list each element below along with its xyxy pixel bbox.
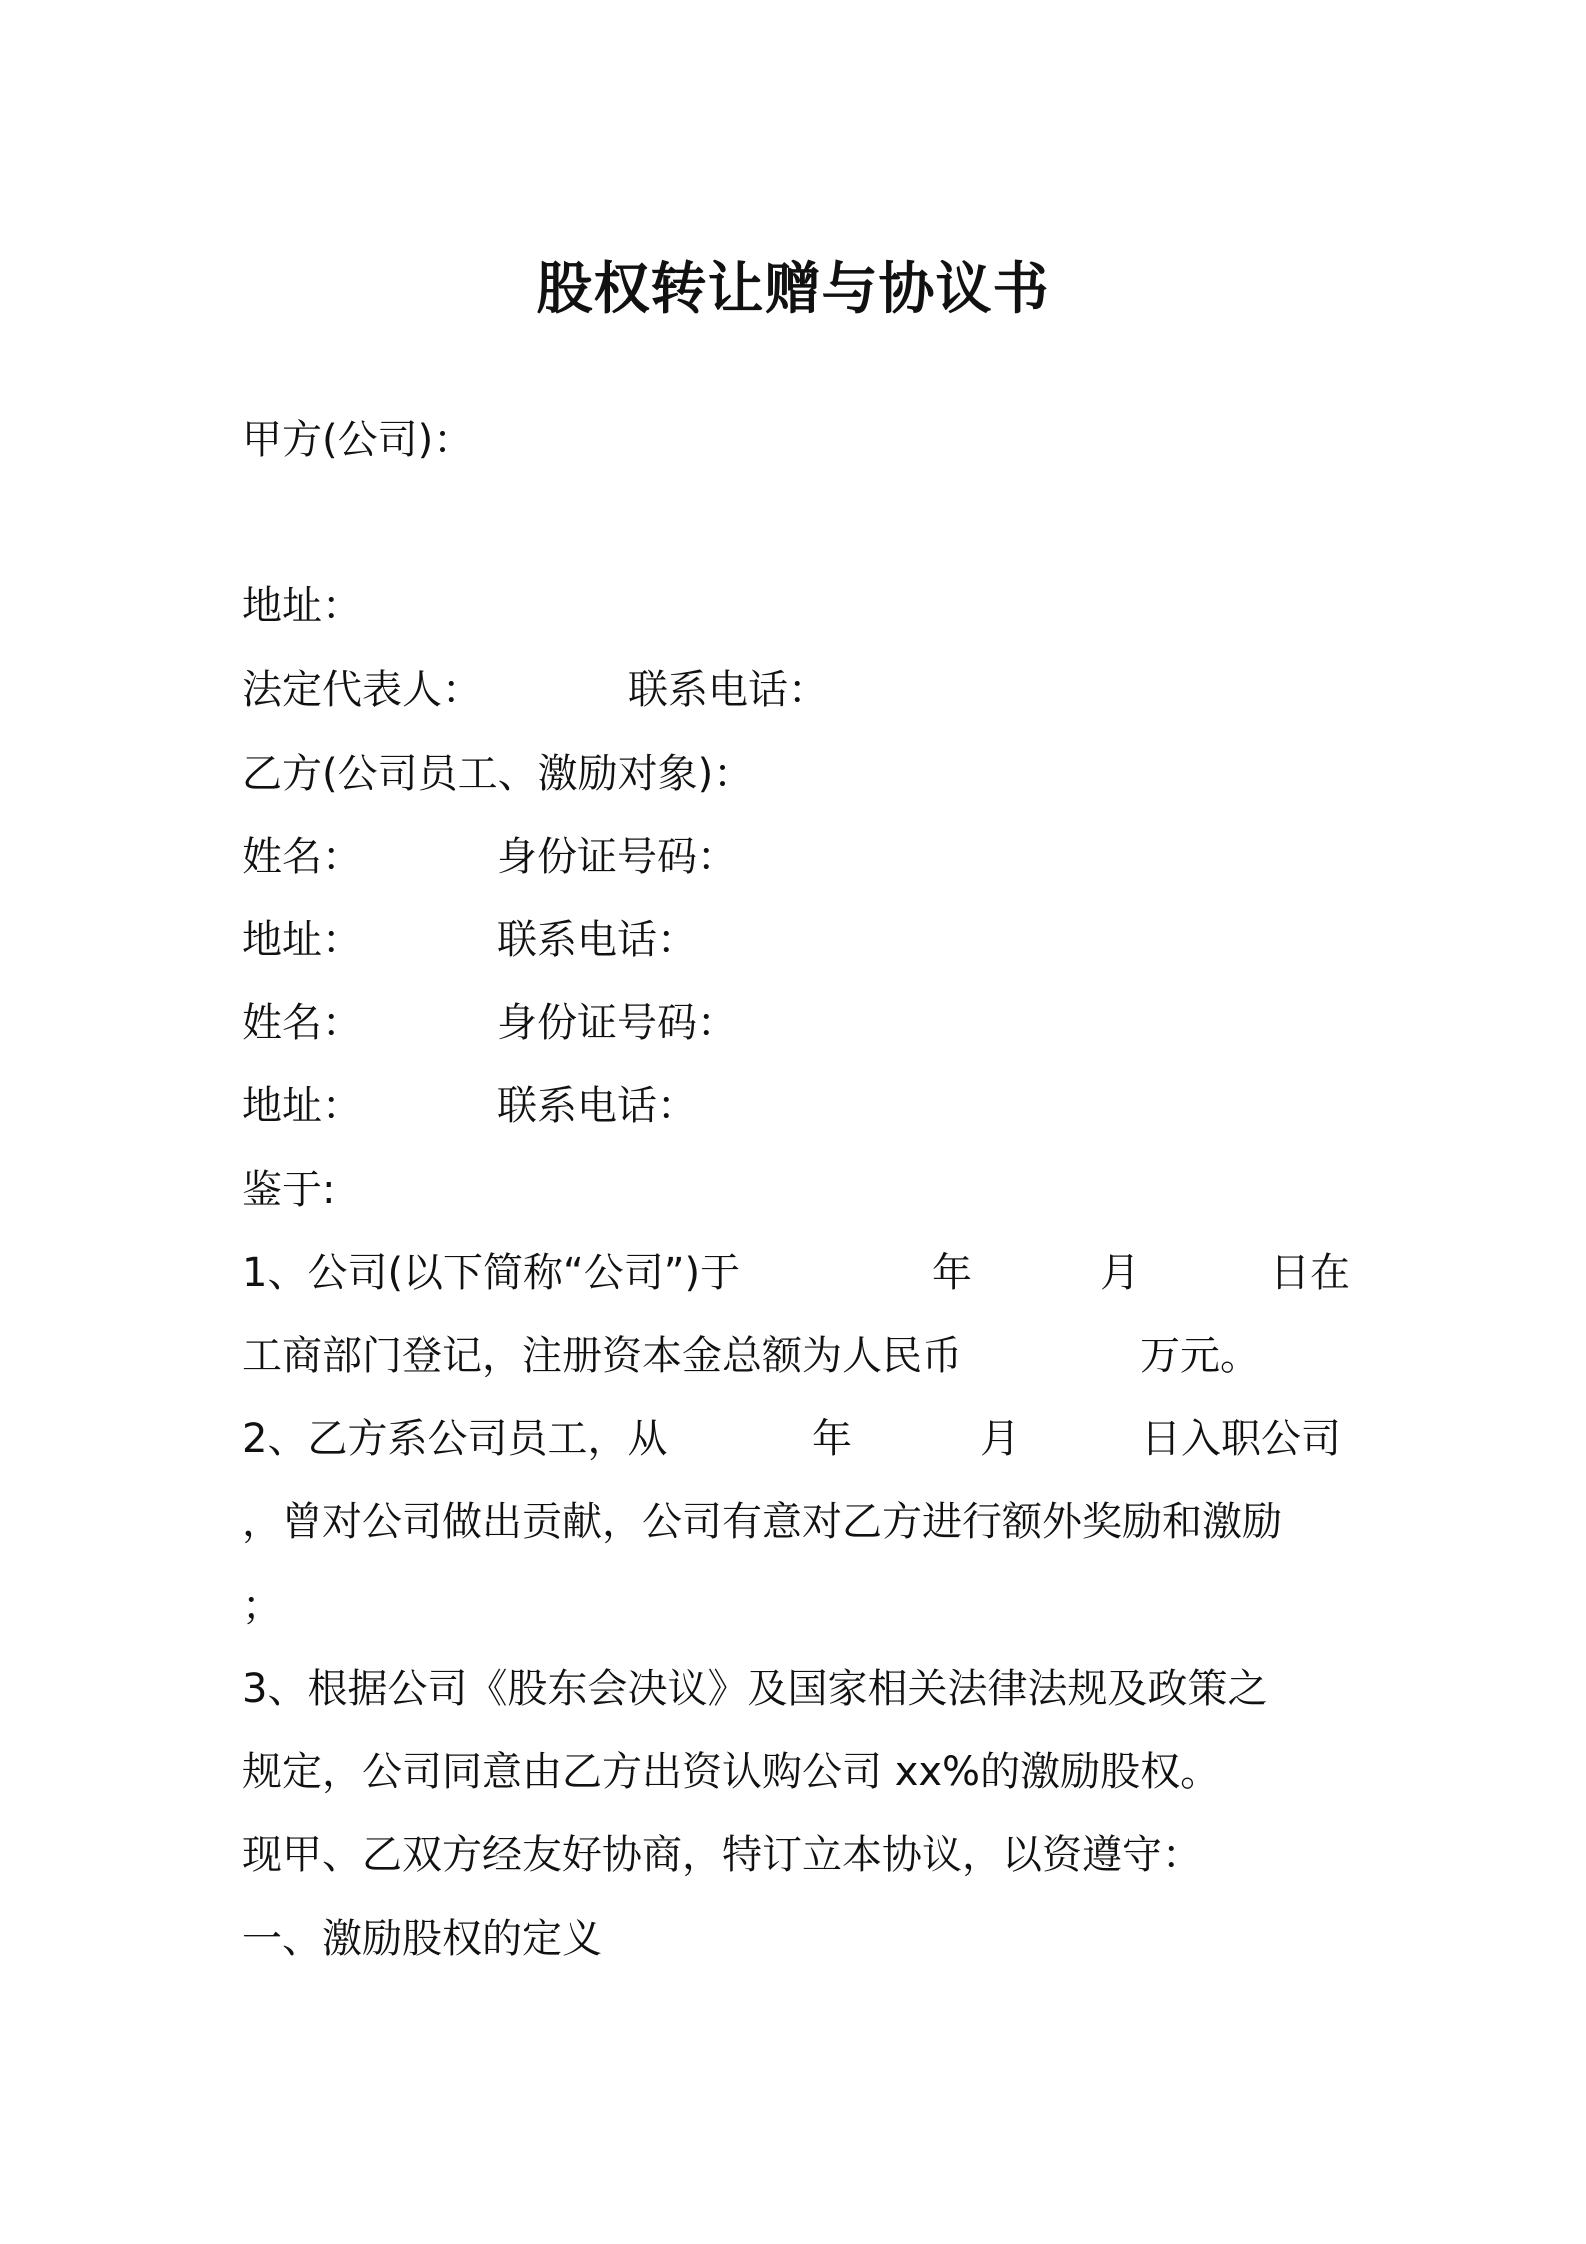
party-a-legal-rep-label: 法定代表人： xyxy=(242,667,482,713)
whereas-label: 鉴于: xyxy=(242,1167,336,1213)
clause1-line2-prefix: 工商部门登记，注册资本金总额为人民币 xyxy=(242,1333,962,1379)
clause2-year: 年 xyxy=(812,1416,852,1462)
party-b-person2-address-label: 地址： xyxy=(242,1083,362,1129)
document-title: 股权转让赠与协议书 xyxy=(536,257,1050,322)
party-b-person1-id-label: 身份证号码： xyxy=(497,834,737,880)
clause2-prefix: 2、乙方系公司员工，从 xyxy=(242,1416,668,1462)
party-b-person1-name-label: 姓名： xyxy=(242,834,362,880)
party-a-phone-label: 联系电话： xyxy=(628,667,828,713)
clause1-line2-suffix: 万元。 xyxy=(1140,1333,1260,1379)
party-a-label: 甲方(公司)： xyxy=(242,417,474,463)
section1-heading: 一、激励股权的定义 xyxy=(242,1916,602,1962)
agreement-intro: 现甲、乙双方经友好协商，特订立本协议，以资遵守： xyxy=(242,1832,1202,1878)
clause2-month: 月 xyxy=(980,1416,1020,1462)
party-b-person2-phone-label: 联系电话： xyxy=(497,1083,697,1129)
clause2-suffix: 日入职公司 xyxy=(1141,1416,1341,1462)
party-b-label: 乙方(公司员工、激励对象)： xyxy=(242,751,754,797)
clause2-line3: ； xyxy=(242,1583,282,1629)
clause1-year: 年 xyxy=(932,1250,972,1296)
clause1-prefix: 1、公司(以下简称“公司”)于 xyxy=(242,1250,741,1296)
party-b-person2-id-label: 身份证号码： xyxy=(497,1000,737,1046)
clause2-line2: ，曾对公司做出贡献，公司有意对乙方进行额外奖励和激励 xyxy=(242,1499,1282,1545)
party-b-person1-phone-label: 联系电话： xyxy=(497,917,697,963)
clause1-month: 月 xyxy=(1100,1250,1140,1296)
clause3-line2: 规定，公司同意由乙方出资认购公司 xx%的激励股权。 xyxy=(242,1749,1221,1795)
party-a-address-label: 地址： xyxy=(242,583,362,629)
clause1-day: 日在 xyxy=(1270,1250,1350,1296)
party-b-person2-name-label: 姓名： xyxy=(242,1000,362,1046)
party-b-person1-address-label: 地址： xyxy=(242,917,362,963)
clause3-line1: 3、根据公司《股东会决议》及国家相关法律法规及政策之 xyxy=(242,1666,1268,1712)
